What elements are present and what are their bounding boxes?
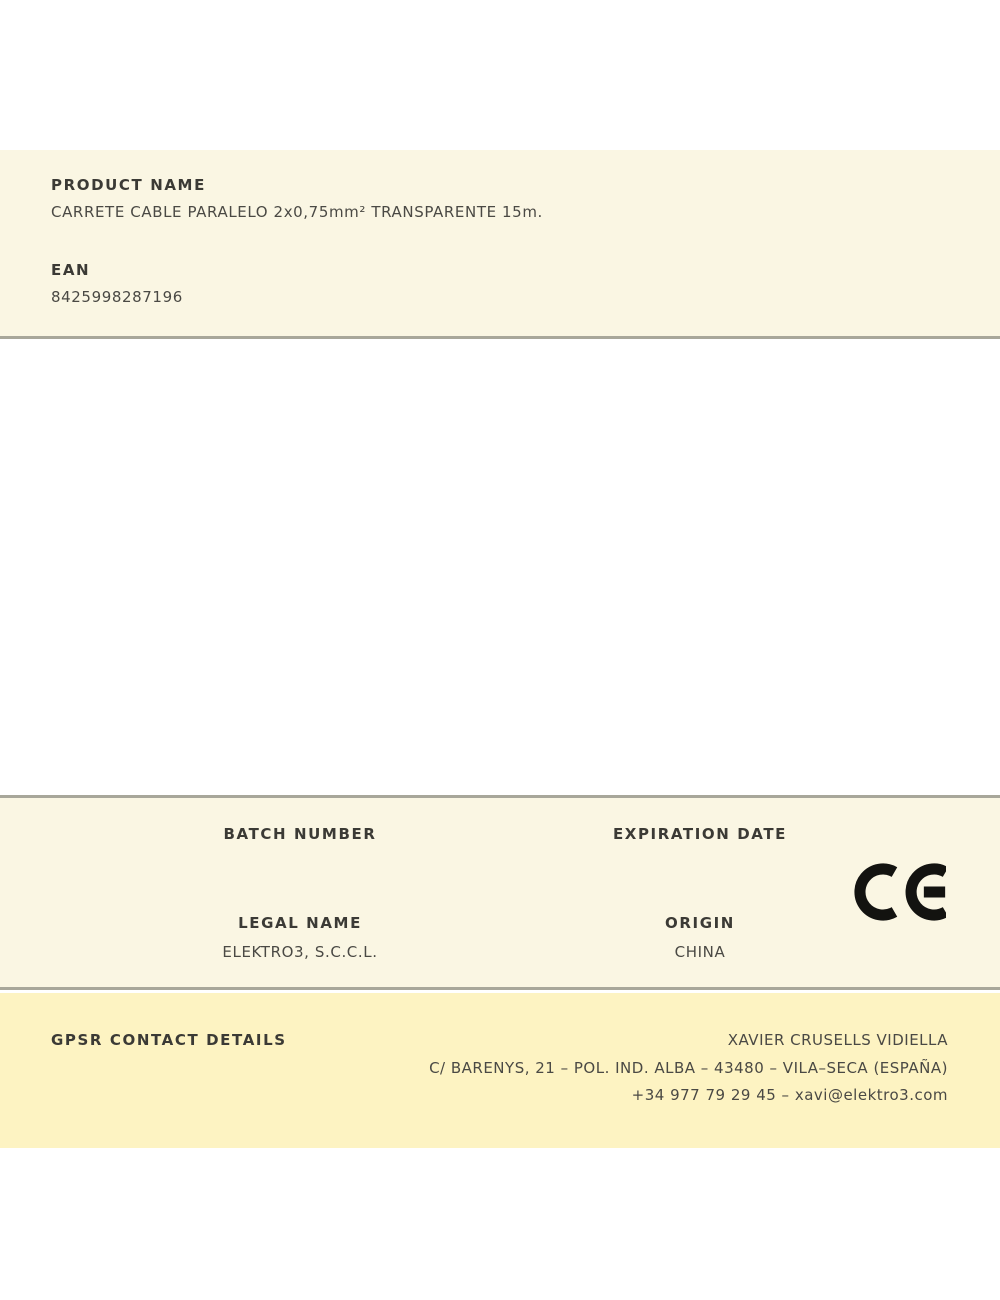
origin-value: CHINA: [674, 943, 726, 961]
gpsr-contact-name: XAVIER CRUSELLS VIDIELLA: [727, 1031, 948, 1049]
product-name-label: PRODUCT NAME: [51, 176, 206, 194]
expiration-date-label: EXPIRATION DATE: [612, 825, 788, 843]
batch-section: [0, 795, 1000, 990]
product-name-value: CARRETE CABLE PARALELO 2x0,75mm² TRANSPARENTE 15m.: [51, 203, 543, 221]
spacer: [51, 221, 949, 261]
legal-name-label: LEGAL NAME: [238, 914, 362, 932]
origin-label: ORIGIN: [665, 914, 735, 932]
ean-label: EAN: [51, 261, 91, 279]
legal-origin-label-row: [100, 914, 900, 932]
batch-expiration-row: [100, 825, 900, 843]
gpsr-contact-details-label: GPSR CONTACT DETAILS: [51, 1031, 287, 1049]
legal-name-value: ELEKTRO3, S.C.C.L.: [222, 943, 378, 961]
gpsr-contact-block: [429, 1027, 948, 1110]
gpsr-contact-address: C/ BARENYS, 21 – POL. IND. ALBA – 43480 – VILA–SECA (ESPAÑA): [429, 1058, 948, 1077]
legal-origin-value-row: [100, 943, 900, 961]
product-section: [0, 150, 1000, 339]
gpsr-section: [0, 993, 1000, 1148]
batch-number-label: BATCH NUMBER: [223, 825, 377, 843]
gpsr-contact-phone-email: +34 977 79 29 45 – xavi@elektro3.com: [631, 1086, 948, 1104]
ean-value: 8425998287196: [51, 288, 183, 306]
ce-marking-icon: [854, 862, 946, 922]
